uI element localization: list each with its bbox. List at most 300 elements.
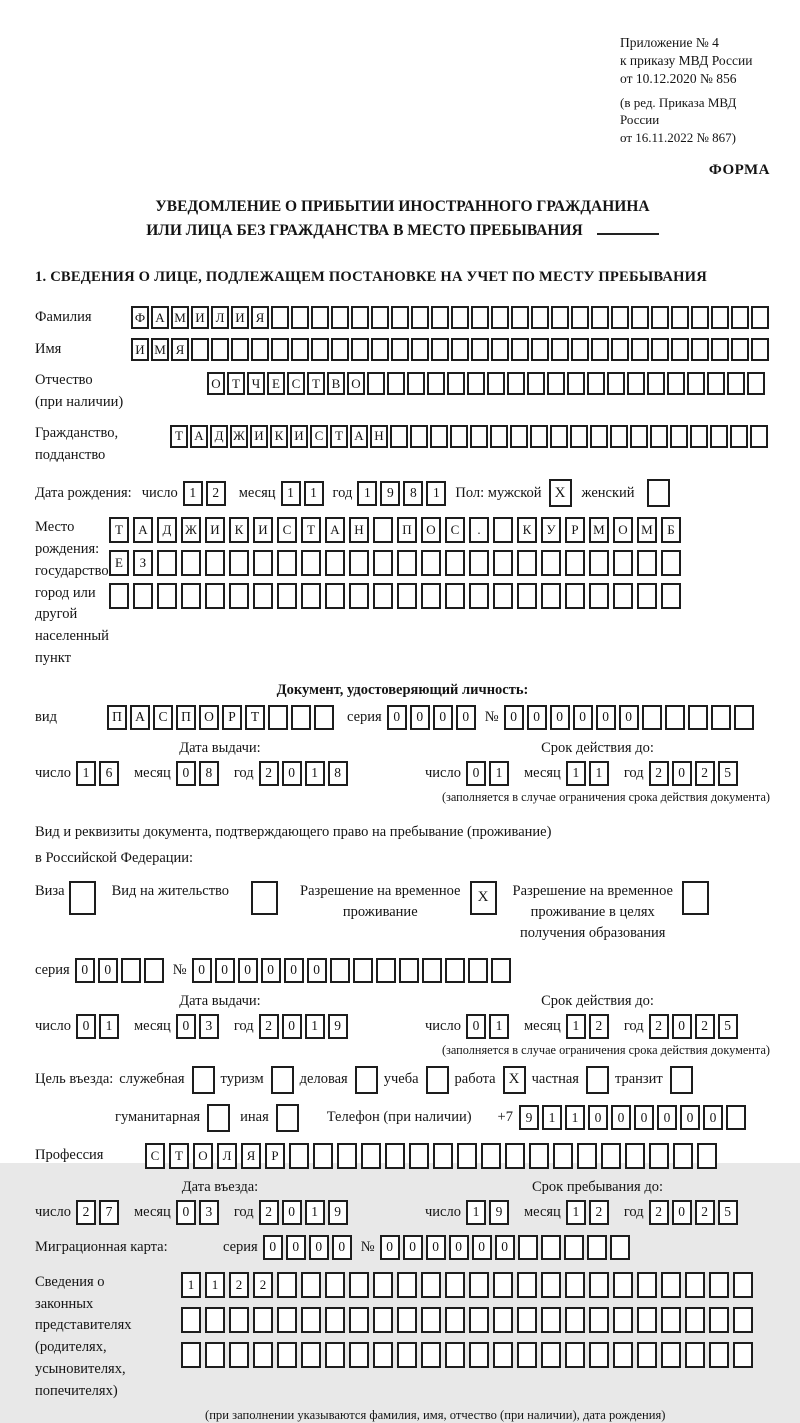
char-cell[interactable]: Л <box>217 1143 237 1169</box>
char-cell[interactable] <box>530 425 548 448</box>
char-cell[interactable]: Д <box>210 425 228 448</box>
char-cell[interactable] <box>637 583 657 609</box>
char-cell[interactable]: А <box>133 517 153 543</box>
char-cell[interactable]: И <box>191 306 209 329</box>
char-cell[interactable] <box>445 958 465 983</box>
char-cell[interactable]: 2 <box>649 761 669 786</box>
char-cell[interactable] <box>277 1307 297 1333</box>
char-cell[interactable] <box>450 425 468 448</box>
char-cell[interactable] <box>277 550 297 576</box>
char-cell[interactable] <box>711 705 731 730</box>
char-cell[interactable] <box>330 958 350 983</box>
char-cell[interactable] <box>541 1342 561 1368</box>
char-cell[interactable]: 1 <box>466 1200 486 1225</box>
purpose-other-checkbox[interactable] <box>276 1104 299 1132</box>
char-cell[interactable]: П <box>107 705 127 730</box>
char-cell[interactable]: С <box>153 705 173 730</box>
char-cell[interactable]: 9 <box>380 481 400 506</box>
char-cell[interactable] <box>144 958 164 983</box>
char-cell[interactable]: А <box>350 425 368 448</box>
char-cell[interactable]: 0 <box>284 958 304 983</box>
gender-male-checkbox[interactable]: X <box>549 479 572 507</box>
char-cell[interactable] <box>650 425 668 448</box>
char-cell[interactable] <box>407 372 425 395</box>
temp-permit-edu-checkbox[interactable] <box>682 881 709 915</box>
char-cell[interactable]: 2 <box>695 1200 715 1225</box>
char-cell[interactable]: 9 <box>328 1014 348 1039</box>
char-cell[interactable] <box>337 1143 357 1169</box>
char-cell[interactable]: 0 <box>527 705 547 730</box>
char-cell[interactable]: 1 <box>183 481 203 506</box>
char-cell[interactable]: М <box>637 517 657 543</box>
char-cell[interactable] <box>564 1235 584 1260</box>
char-cell[interactable] <box>471 306 489 329</box>
char-cell[interactable] <box>565 1342 585 1368</box>
char-cell[interactable]: А <box>325 517 345 543</box>
char-cell[interactable] <box>371 306 389 329</box>
char-cell[interactable] <box>613 550 633 576</box>
char-cell[interactable] <box>445 550 465 576</box>
char-cell[interactable] <box>447 372 465 395</box>
char-cell[interactable] <box>613 1307 633 1333</box>
char-cell[interactable]: 2 <box>253 1272 273 1298</box>
char-cell[interactable] <box>610 425 628 448</box>
char-cell[interactable] <box>191 338 209 361</box>
char-cell[interactable] <box>541 1307 561 1333</box>
char-cell[interactable] <box>613 1342 633 1368</box>
char-cell[interactable] <box>565 550 585 576</box>
char-cell[interactable]: Т <box>307 372 325 395</box>
char-cell[interactable]: 0 <box>550 705 570 730</box>
char-cell[interactable] <box>399 958 419 983</box>
char-cell[interactable]: И <box>290 425 308 448</box>
char-cell[interactable] <box>409 1143 429 1169</box>
char-cell[interactable] <box>651 338 669 361</box>
char-cell[interactable] <box>433 1143 453 1169</box>
char-cell[interactable]: 8 <box>403 481 423 506</box>
char-cell[interactable] <box>577 1143 597 1169</box>
char-cell[interactable] <box>551 306 569 329</box>
char-cell[interactable] <box>331 306 349 329</box>
char-cell[interactable]: 0 <box>672 1014 692 1039</box>
char-cell[interactable] <box>607 372 625 395</box>
char-cell[interactable] <box>505 1143 525 1169</box>
char-cell[interactable] <box>469 1307 489 1333</box>
char-cell[interactable]: Т <box>109 517 129 543</box>
char-cell[interactable] <box>685 1272 705 1298</box>
char-cell[interactable] <box>589 1272 609 1298</box>
char-cell[interactable] <box>457 1143 477 1169</box>
char-cell[interactable] <box>421 583 441 609</box>
char-cell[interactable]: Н <box>370 425 388 448</box>
char-cell[interactable]: А <box>190 425 208 448</box>
char-cell[interactable] <box>709 1307 729 1333</box>
char-cell[interactable]: 2 <box>259 761 279 786</box>
char-cell[interactable] <box>517 1272 537 1298</box>
char-cell[interactable]: 0 <box>332 1235 352 1260</box>
char-cell[interactable] <box>229 1342 249 1368</box>
char-cell[interactable]: К <box>270 425 288 448</box>
char-cell[interactable] <box>181 583 201 609</box>
char-cell[interactable] <box>541 1272 561 1298</box>
char-cell[interactable] <box>371 338 389 361</box>
char-cell[interactable]: 2 <box>589 1200 609 1225</box>
char-cell[interactable] <box>469 1272 489 1298</box>
char-cell[interactable]: 0 <box>309 1235 329 1260</box>
char-cell[interactable] <box>630 425 648 448</box>
char-cell[interactable] <box>291 306 309 329</box>
char-cell[interactable] <box>411 306 429 329</box>
char-cell[interactable]: 0 <box>403 1235 423 1260</box>
char-cell[interactable]: 2 <box>649 1014 669 1039</box>
char-cell[interactable] <box>301 1342 321 1368</box>
char-cell[interactable]: 5 <box>718 1014 738 1039</box>
char-cell[interactable]: 1 <box>566 1014 586 1039</box>
char-cell[interactable]: Ж <box>181 517 201 543</box>
char-cell[interactable]: Т <box>169 1143 189 1169</box>
char-cell[interactable] <box>601 1143 621 1169</box>
purpose-study-checkbox[interactable] <box>426 1066 449 1094</box>
char-cell[interactable]: 0 <box>426 1235 446 1260</box>
char-cell[interactable] <box>688 705 708 730</box>
char-cell[interactable]: 3 <box>199 1200 219 1225</box>
char-cell[interactable] <box>687 372 705 395</box>
char-cell[interactable]: И <box>250 425 268 448</box>
char-cell[interactable]: 0 <box>387 705 407 730</box>
char-cell[interactable] <box>373 1342 393 1368</box>
char-cell[interactable]: Р <box>565 517 585 543</box>
char-cell[interactable] <box>491 958 511 983</box>
char-cell[interactable] <box>589 583 609 609</box>
char-cell[interactable] <box>518 1235 538 1260</box>
char-cell[interactable] <box>470 425 488 448</box>
char-cell[interactable]: 1 <box>566 761 586 786</box>
char-cell[interactable]: 9 <box>519 1105 539 1130</box>
char-cell[interactable] <box>611 338 629 361</box>
char-cell[interactable] <box>642 705 662 730</box>
char-cell[interactable] <box>637 1307 657 1333</box>
char-cell[interactable]: 2 <box>206 481 226 506</box>
char-cell[interactable] <box>651 306 669 329</box>
char-cell[interactable] <box>411 338 429 361</box>
char-cell[interactable] <box>422 958 442 983</box>
char-cell[interactable]: Е <box>109 550 129 576</box>
char-cell[interactable]: И <box>131 338 149 361</box>
char-cell[interactable] <box>291 705 311 730</box>
char-cell[interactable] <box>625 1143 645 1169</box>
char-cell[interactable]: 0 <box>215 958 235 983</box>
char-cell[interactable] <box>507 372 525 395</box>
char-cell[interactable] <box>271 338 289 361</box>
char-cell[interactable]: 0 <box>596 705 616 730</box>
char-cell[interactable] <box>685 1307 705 1333</box>
char-cell[interactable]: 0 <box>449 1235 469 1260</box>
char-cell[interactable]: 1 <box>281 481 301 506</box>
char-cell[interactable]: 0 <box>263 1235 283 1260</box>
char-cell[interactable] <box>181 1342 201 1368</box>
char-cell[interactable] <box>690 425 708 448</box>
char-cell[interactable]: 0 <box>456 705 476 730</box>
char-cell[interactable] <box>385 1143 405 1169</box>
char-cell[interactable] <box>469 550 489 576</box>
char-cell[interactable]: 1 <box>304 481 324 506</box>
char-cell[interactable]: Я <box>171 338 189 361</box>
char-cell[interactable]: И <box>231 306 249 329</box>
char-cell[interactable] <box>697 1143 717 1169</box>
char-cell[interactable]: 5 <box>718 761 738 786</box>
char-cell[interactable] <box>311 338 329 361</box>
char-cell[interactable] <box>397 1342 417 1368</box>
char-cell[interactable] <box>133 583 153 609</box>
char-cell[interactable] <box>751 306 769 329</box>
char-cell[interactable]: 0 <box>410 705 430 730</box>
char-cell[interactable]: 1 <box>305 1014 325 1039</box>
char-cell[interactable] <box>493 1307 513 1333</box>
char-cell[interactable] <box>567 372 585 395</box>
char-cell[interactable] <box>427 372 445 395</box>
char-cell[interactable] <box>647 372 665 395</box>
char-cell[interactable] <box>570 425 588 448</box>
char-cell[interactable]: 1 <box>305 761 325 786</box>
char-cell[interactable]: К <box>229 517 249 543</box>
char-cell[interactable] <box>541 550 561 576</box>
char-cell[interactable] <box>637 1342 657 1368</box>
char-cell[interactable] <box>289 1143 309 1169</box>
char-cell[interactable]: О <box>207 372 225 395</box>
char-cell[interactable]: О <box>421 517 441 543</box>
char-cell[interactable] <box>493 583 513 609</box>
char-cell[interactable] <box>445 1342 465 1368</box>
char-cell[interactable]: С <box>145 1143 165 1169</box>
char-cell[interactable] <box>726 1105 746 1130</box>
char-cell[interactable] <box>431 306 449 329</box>
char-cell[interactable] <box>109 583 129 609</box>
char-cell[interactable] <box>421 1342 441 1368</box>
char-cell[interactable]: 0 <box>238 958 258 983</box>
char-cell[interactable] <box>205 583 225 609</box>
char-cell[interactable] <box>397 1272 417 1298</box>
char-cell[interactable] <box>734 705 754 730</box>
purpose-official-checkbox[interactable] <box>192 1066 215 1094</box>
char-cell[interactable]: У <box>541 517 561 543</box>
char-cell[interactable]: 0 <box>495 1235 515 1260</box>
char-cell[interactable] <box>711 306 729 329</box>
char-cell[interactable] <box>376 958 396 983</box>
char-cell[interactable] <box>733 1342 753 1368</box>
char-cell[interactable] <box>571 306 589 329</box>
char-cell[interactable] <box>531 306 549 329</box>
char-cell[interactable]: П <box>176 705 196 730</box>
char-cell[interactable]: Б <box>661 517 681 543</box>
char-cell[interactable] <box>157 583 177 609</box>
char-cell[interactable]: 0 <box>672 761 692 786</box>
char-cell[interactable] <box>349 1272 369 1298</box>
char-cell[interactable] <box>661 1272 681 1298</box>
char-cell[interactable] <box>451 306 469 329</box>
char-cell[interactable] <box>710 425 728 448</box>
char-cell[interactable] <box>671 306 689 329</box>
char-cell[interactable]: Р <box>222 705 242 730</box>
char-cell[interactable] <box>565 583 585 609</box>
char-cell[interactable] <box>253 583 273 609</box>
char-cell[interactable] <box>661 583 681 609</box>
char-cell[interactable] <box>571 338 589 361</box>
char-cell[interactable] <box>637 550 657 576</box>
char-cell[interactable] <box>410 425 428 448</box>
char-cell[interactable]: 1 <box>489 761 509 786</box>
char-cell[interactable]: О <box>199 705 219 730</box>
purpose-tourism-checkbox[interactable] <box>271 1066 294 1094</box>
char-cell[interactable] <box>397 1307 417 1333</box>
char-cell[interactable]: Д <box>157 517 177 543</box>
char-cell[interactable] <box>547 372 565 395</box>
char-cell[interactable] <box>610 1235 630 1260</box>
char-cell[interactable] <box>314 705 334 730</box>
char-cell[interactable] <box>691 338 709 361</box>
char-cell[interactable] <box>493 1272 513 1298</box>
char-cell[interactable] <box>709 1342 729 1368</box>
char-cell[interactable] <box>709 1272 729 1298</box>
purpose-humanitarian-checkbox[interactable] <box>207 1104 230 1132</box>
char-cell[interactable] <box>253 1307 273 1333</box>
char-cell[interactable] <box>325 1272 345 1298</box>
char-cell[interactable] <box>445 1307 465 1333</box>
char-cell[interactable] <box>590 425 608 448</box>
char-cell[interactable] <box>387 372 405 395</box>
char-cell[interactable] <box>349 583 369 609</box>
char-cell[interactable]: О <box>613 517 633 543</box>
char-cell[interactable]: 1 <box>76 761 96 786</box>
gender-female-checkbox[interactable] <box>647 479 670 507</box>
char-cell[interactable] <box>301 583 321 609</box>
char-cell[interactable] <box>451 338 469 361</box>
char-cell[interactable]: 2 <box>76 1200 96 1225</box>
char-cell[interactable]: 8 <box>328 761 348 786</box>
char-cell[interactable] <box>277 1272 297 1298</box>
char-cell[interactable] <box>301 1272 321 1298</box>
char-cell[interactable] <box>301 1307 321 1333</box>
char-cell[interactable] <box>541 1235 561 1260</box>
char-cell[interactable] <box>553 1143 573 1169</box>
char-cell[interactable]: 1 <box>426 481 446 506</box>
char-cell[interactable] <box>673 1143 693 1169</box>
char-cell[interactable] <box>391 306 409 329</box>
char-cell[interactable] <box>421 550 441 576</box>
char-cell[interactable] <box>467 372 485 395</box>
char-cell[interactable] <box>205 1307 225 1333</box>
char-cell[interactable]: Л <box>211 306 229 329</box>
char-cell[interactable] <box>271 306 289 329</box>
char-cell[interactable] <box>661 1342 681 1368</box>
char-cell[interactable] <box>493 517 513 543</box>
char-cell[interactable] <box>325 1342 345 1368</box>
char-cell[interactable] <box>468 958 488 983</box>
char-cell[interactable] <box>325 1307 345 1333</box>
char-cell[interactable] <box>353 958 373 983</box>
char-cell[interactable] <box>661 1307 681 1333</box>
char-cell[interactable]: Я <box>241 1143 261 1169</box>
char-cell[interactable] <box>493 550 513 576</box>
char-cell[interactable] <box>591 306 609 329</box>
char-cell[interactable]: 0 <box>282 1200 302 1225</box>
char-cell[interactable] <box>391 338 409 361</box>
char-cell[interactable] <box>349 1342 369 1368</box>
char-cell[interactable] <box>731 306 749 329</box>
char-cell[interactable]: Н <box>349 517 369 543</box>
char-cell[interactable]: 3 <box>199 1014 219 1039</box>
char-cell[interactable]: 0 <box>573 705 593 730</box>
char-cell[interactable]: С <box>310 425 328 448</box>
char-cell[interactable]: 0 <box>588 1105 608 1130</box>
char-cell[interactable]: И <box>205 517 225 543</box>
char-cell[interactable] <box>529 1143 549 1169</box>
char-cell[interactable] <box>707 372 725 395</box>
char-cell[interactable] <box>493 1342 513 1368</box>
char-cell[interactable] <box>253 1342 273 1368</box>
char-cell[interactable]: С <box>445 517 465 543</box>
char-cell[interactable]: С <box>277 517 297 543</box>
char-cell[interactable]: 1 <box>566 1200 586 1225</box>
char-cell[interactable]: 2 <box>589 1014 609 1039</box>
char-cell[interactable] <box>510 425 528 448</box>
char-cell[interactable]: И <box>253 517 273 543</box>
char-cell[interactable] <box>531 338 549 361</box>
char-cell[interactable]: 1 <box>542 1105 562 1130</box>
char-cell[interactable] <box>445 583 465 609</box>
char-cell[interactable] <box>421 1307 441 1333</box>
char-cell[interactable]: Е <box>267 372 285 395</box>
char-cell[interactable] <box>751 338 769 361</box>
char-cell[interactable] <box>277 583 297 609</box>
char-cell[interactable]: 0 <box>98 958 118 983</box>
char-cell[interactable]: 2 <box>229 1272 249 1298</box>
char-cell[interactable] <box>291 338 309 361</box>
char-cell[interactable] <box>351 338 369 361</box>
char-cell[interactable]: 0 <box>192 958 212 983</box>
char-cell[interactable]: Т <box>330 425 348 448</box>
char-cell[interactable] <box>373 517 393 543</box>
char-cell[interactable] <box>373 550 393 576</box>
char-cell[interactable] <box>349 550 369 576</box>
char-cell[interactable]: 2 <box>649 1200 669 1225</box>
char-cell[interactable] <box>311 306 329 329</box>
char-cell[interactable]: М <box>171 306 189 329</box>
char-cell[interactable]: 9 <box>328 1200 348 1225</box>
char-cell[interactable] <box>349 1307 369 1333</box>
char-cell[interactable]: 0 <box>261 958 281 983</box>
char-cell[interactable]: 9 <box>489 1200 509 1225</box>
char-cell[interactable]: . <box>469 517 489 543</box>
char-cell[interactable] <box>313 1143 333 1169</box>
char-cell[interactable] <box>490 425 508 448</box>
temp-permit-checkbox[interactable]: X <box>470 881 497 915</box>
char-cell[interactable]: А <box>130 705 150 730</box>
char-cell[interactable] <box>491 306 509 329</box>
char-cell[interactable]: 0 <box>466 761 486 786</box>
char-cell[interactable]: 0 <box>611 1105 631 1130</box>
char-cell[interactable] <box>487 372 505 395</box>
char-cell[interactable] <box>205 550 225 576</box>
char-cell[interactable] <box>733 1307 753 1333</box>
char-cell[interactable] <box>157 550 177 576</box>
char-cell[interactable] <box>397 550 417 576</box>
char-cell[interactable]: 5 <box>718 1200 738 1225</box>
char-cell[interactable]: 2 <box>695 761 715 786</box>
char-cell[interactable] <box>589 550 609 576</box>
char-cell[interactable] <box>229 1307 249 1333</box>
char-cell[interactable] <box>711 338 729 361</box>
char-cell[interactable]: Т <box>170 425 188 448</box>
